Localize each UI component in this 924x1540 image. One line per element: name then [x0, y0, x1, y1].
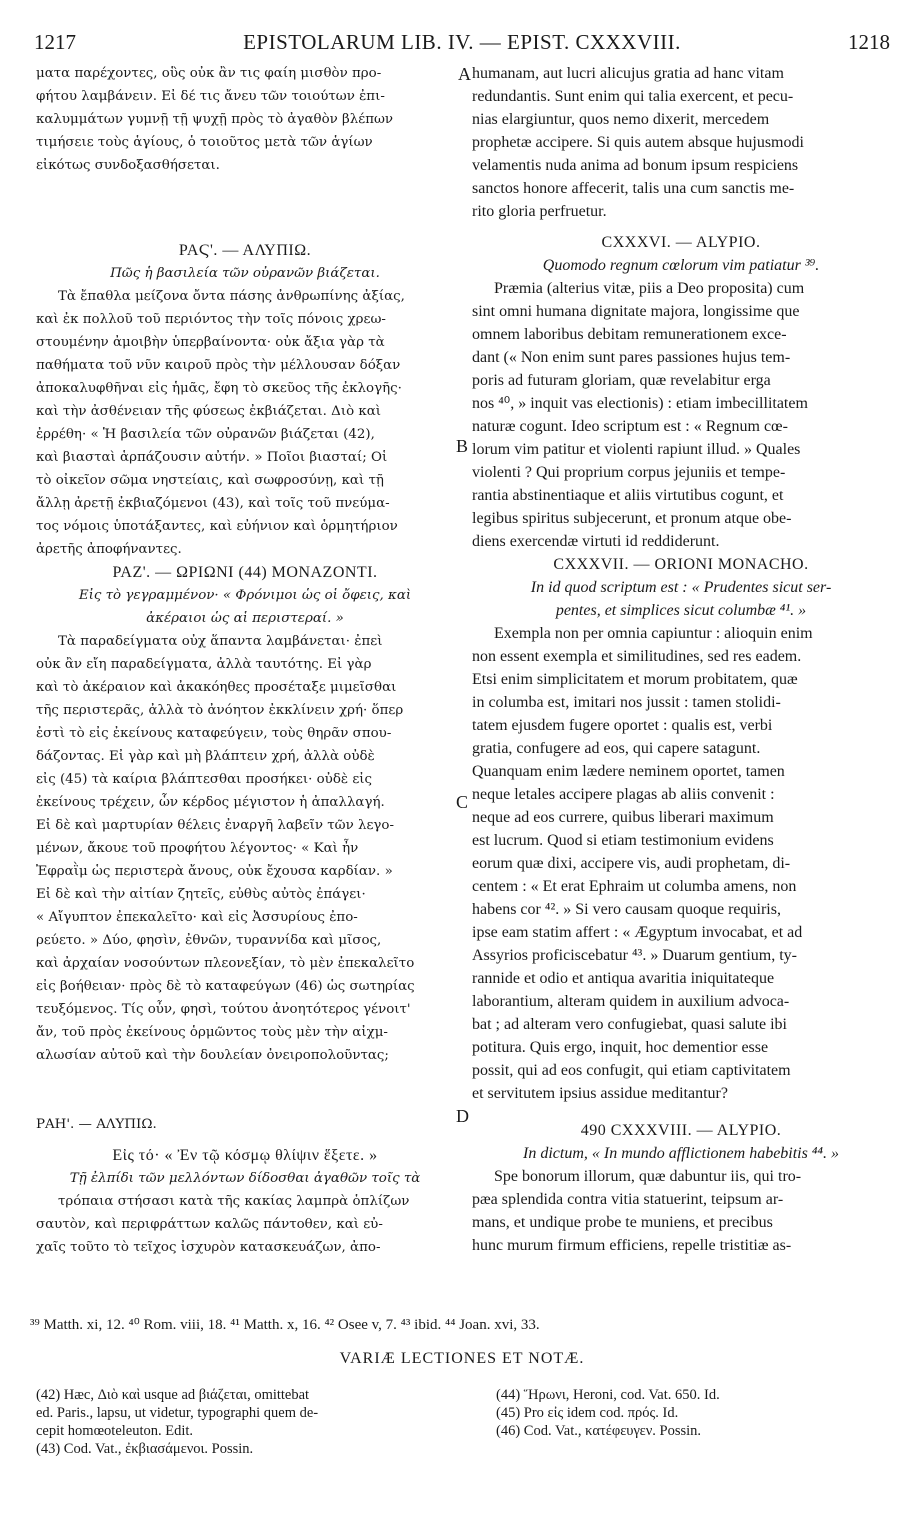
text-line: ἐρρέθη· « Ἡ βασιλεία τῶν οὐρανῶν βιάζεται (42),: [36, 427, 375, 442]
text-line: Εἰ δὲ καὶ μαρτυρίαν θέλεις ἐναργῆ λαβεῖν τῶν λεγο-: [36, 818, 394, 833]
letter-heading: ΡΑϚ'. — ΑΛΥΠΙΩ.: [178, 242, 312, 259]
text-line: εἰς (45) τὰ καίρια βλάπτεσθαι προσήκει· οὐδὲ εἰς: [36, 772, 373, 787]
text-line: χαῖς τοῦτο τὸ τεῖχος ἰσχυρὸν κατασκευάζων, ἀπο-: [36, 1240, 381, 1255]
text-line: rito gloria perfruetur.: [472, 203, 607, 220]
letter-heading: CXXXVI. — ALYPIO.: [601, 234, 761, 251]
margin-letter-d: D: [456, 1106, 469, 1126]
text-line: τος νόμοις ὑποτάξαντες, καὶ εὐήνιον καὶ ὁρμητήριον: [36, 519, 398, 534]
text-line: neque ad eos currere, quibus liberari maximum: [472, 809, 774, 826]
note-line: (42) Hæc, Διὸ καὶ usque ad βιάζεται, omittebat: [36, 1387, 310, 1403]
page-number-right: 1218: [848, 30, 890, 54]
letter-subtitle: Τῇ ἐλπίδι τῶν μελλόντων δίδοσθαι ἀγαθῶν τοῖς τὰ: [69, 1171, 421, 1186]
text-line: diens exercendæ virtuti id reddiderunt.: [472, 533, 720, 550]
text-line: στουμένην ἀμοιβὴν ὑπερβαίνοντα· οὐκ ἄξια γὰρ τὰ: [36, 335, 385, 350]
text-line: est lucrum. Quod si etiam testimonium evidens: [472, 832, 774, 849]
margin-letter-b: B: [456, 436, 469, 456]
text-line: εἰκότως συνδοξασθήσεται.: [36, 158, 220, 173]
text-line: poris ad futuram gloriam, quæ revelabitur erga: [472, 372, 771, 389]
text-line: sanctos honore affecerit, talis una cum sanctis me-: [472, 180, 795, 197]
text-line: tatem ejusdem fugere oportet : qualis est, verbi: [472, 717, 773, 734]
text-line: ἐστὶ τὸ εἰς ἐκείνους καταφεύγειν, τοὺς θηρᾶν σπου-: [36, 726, 392, 741]
text-line: Εἰ δὲ καὶ τὴν αἰτίαν ζητεῖς, εὐθὺς αὐτὸς ἐπάγει·: [36, 887, 366, 902]
text-line: ἐκείνους τρέχειν, ὧν κέρδος μέγιστον ἡ ἀπαλλαγή.: [36, 795, 385, 810]
text-line: Τὰ ἔπαθλα μείζονα ὄντα πάσης ἀνθρωπίνης ἀξίας,: [58, 289, 405, 304]
text-line: οὐκ ἂν εἴη παραδείγματα, ἀλλὰ ταυτότης. Εἰ γὰρ: [36, 657, 372, 672]
text-line: « Αἴγυπτον ἐπεκαλεῖτο· καὶ εἰς Ἀσσυρίους ἐπο-: [36, 910, 358, 925]
page-number-left: 1217: [34, 30, 76, 54]
text-line: mans, et undique probe te muniens, et precibus: [472, 1214, 773, 1231]
text-line: dant (« Non enim sunt pares passiones hujus tem-: [472, 349, 791, 366]
text-line: Ἐφραῒμ ὡς περιστερὰ ἄνους, οὐκ ἔχουσα καρδίαν. »: [36, 864, 393, 879]
note-line: cepit homœoteleuton. Edit.: [36, 1423, 194, 1439]
text-line: τῆς περιστερᾶς, ἀλλὰ τὸ ἀνόητον ἐκκλίνειν χρή· ὅπερ: [36, 703, 404, 718]
notes-heading: VARIÆ LECTIONES ET NOTÆ.: [339, 1350, 585, 1367]
text-line: gratia, confugere ad eos, qui capere satagunt.: [472, 740, 761, 757]
notes-right: [496, 1386, 896, 1440]
text-line: [36, 1067, 454, 1090]
text-line: pæa splendida contra vitia statuerint, teipsum ar-: [472, 1191, 784, 1208]
text-line: ματα παρέχοντες, οὓς οὐκ ἂν τις φαίη μισθὸν προ-: [36, 66, 382, 81]
text-line: bat ; ad alteram vero confugiebat, quasi salute ibi: [472, 1016, 787, 1033]
text-line: non essent exempla et similitudines, sed res eadem.: [472, 648, 802, 665]
text-line: et servitutem ipsius assidue meditantur?: [472, 1085, 728, 1102]
text-line: καὶ ἀρχαίαν νοσούντων πλεονεξίαν, τὸ μὲν ἐπεκαλεῖτο: [36, 956, 415, 971]
text-line: hunc murum firmum efficiens, repelle tristitiæ as-: [472, 1237, 792, 1254]
text-line: redundantis. Sunt enim qui talia exercent, et pecu-: [472, 88, 794, 105]
text-line: ρεύετο. » Δύο, φησὶν, ἐθνῶν, τυραννίδα καὶ μῖσος,: [36, 933, 382, 948]
text-line: ἄν, τοῦ πρὸς ἐκείνους ὁρμῶντος τοὺς μὲν τὴν αἰχμ-: [36, 1025, 388, 1040]
running-title: EPISTOLARUM LIB. IV. — EPIST. CXXXVIII.: [243, 30, 681, 54]
text-line: rannide et odio et antiqua avaritia iniquitateque: [472, 970, 775, 987]
text-line: δάζοντας. Εἰ γὰρ καὶ μὴ βλάπτειν χρή, ἀλλὰ οὐδὲ: [36, 749, 375, 764]
page-header: [34, 30, 890, 60]
text-line: [36, 1090, 454, 1113]
text-line: sint omni humana dignitate majora, longissime que: [472, 303, 800, 320]
text-line: potitura. Quis ergo, inquit, hoc dementior esse: [472, 1039, 769, 1056]
text-line: nias elargiuntur, quos nemo dixerit, mercedem: [472, 111, 770, 128]
text-line: nos ⁴⁰, » inquit vas electionis) : etiam imbecillitatem: [472, 395, 808, 412]
text-line: αλωσίαν αὐτοῦ καὶ τὴν δουλείαν ὀνειροπολοῦντας;: [36, 1048, 389, 1063]
text-line: centem : « Et erat Ephraim ut columba amens, non: [472, 878, 797, 895]
text-line: τιμήσειε τοὺς ἁγίους, ὁ τοιοῦτος μετὰ τῶν ἁγίων: [36, 135, 373, 150]
letter-subtitle: Εἰς τὸ γεγραμμένον· « Φρόνιμοι ὡς οἱ ὄφεις, καὶ: [78, 588, 412, 603]
text-line: ἀρετῆς ἀποφήναντες.: [36, 542, 182, 557]
text-line: τὸ οἰκεῖον σῶμα νηστείαις, καὶ σωφροσύνῃ, καὶ τῇ: [36, 473, 384, 488]
text-line: φήτου λαμβάνειν. Εἰ δέ τις ἄνευ τῶν τοιούτων ἐπι-: [36, 89, 385, 104]
text-line: laborantium, alteram quidem in auxilium advoca-: [472, 993, 790, 1010]
text-line: ΡΑΗ'. — ΑΛΥΠΙΩ.: [36, 1117, 157, 1132]
text-line: Τὰ παραδείγματα οὐχ ἅπαντα λαμβάνεται· ἐπεὶ: [58, 634, 383, 649]
text-line: σαυτὸν, καὶ περιφράττων καλῶς πάντοθεν, καὶ εὐ-: [36, 1217, 383, 1232]
letter-subtitle: ἀκέραιοι ὡς αἱ περιστεραί. »: [146, 611, 344, 626]
letter-subtitle: In id quod scriptum est : « Prudentes sicut ser-: [530, 579, 832, 596]
letter-subtitle: pentes, et simplices sicut columbæ ⁴¹. »: [555, 602, 807, 619]
letter-subtitle: In dictum, « In mundo afflictionem habebitis ⁴⁴. »: [523, 1145, 839, 1162]
letter-subtitle: Πῶς ἡ βασιλεία τῶν οὐρανῶν βιάζεται.: [110, 266, 380, 281]
text-line: prophetæ accipere. Si quis autem absque hujusmodi: [472, 134, 804, 151]
text-line: eorum quæ dixi, accipere vis, audi prophetam, di-: [472, 855, 791, 872]
text-line: in columba est, imitari nos jussit : tamen stolidi-: [472, 694, 781, 711]
text-line: Etsi enim simplicitatem et morum probitatem, quæ: [472, 671, 798, 688]
margin-letter-a: A: [458, 64, 471, 84]
text-line: καὶ βιασταὶ ἁρπάζουσιν αὐτήν. » Ποῖοι βιασταί; Οἱ: [36, 450, 388, 465]
text-line: violenti ? Qui proprium corpus jejuniis et tempe-: [472, 464, 786, 481]
text-line: ἄλλῃ ἀρετῇ ἐκβιαζόμενοι (43), καὶ τοῖς τοῦ πνεύμα-: [36, 496, 390, 511]
text-line: possit, qui ad eos confugit, qui etiam captivitatem: [472, 1062, 791, 1079]
text-line: καὶ ἐκ πολλοῦ τοῦ περιόντος τὴν τοῖς πόνοις χρεω-: [36, 312, 386, 327]
text-line: [36, 177, 454, 200]
letter-heading: 490 CXXXVIII. — ALYPIO.: [580, 1122, 782, 1139]
text-line: Quanquam enim lædere neminem oportet, tamen: [472, 763, 785, 780]
text-line: καὶ τὴν ἀσθένειαν τῆς φύσεως ἐκβιάζεται. Διὸ καὶ: [36, 404, 382, 419]
text-line: omnem laboribus debitam remunerationem exce-: [472, 326, 787, 343]
text-line: lorum vim patitur et violenti rapiunt illud. » Quales: [472, 441, 801, 458]
text-line: μένων, ἄκουε τοῦ προφήτου λέγοντος· « Καὶ ἦν: [36, 841, 359, 856]
text-line: legibus spiritus subjecerunt, et pronum atque obe-: [472, 510, 792, 527]
note-line: (44) Ἥρωνι, Heroni, cod. Vat. 650. Id.: [496, 1387, 720, 1403]
text-line: velamentis nuda anima ad bonum ipsum respiciens: [472, 157, 799, 174]
text-line: τρόπαια στήσασι κατὰ τῆς κακίας λαμπρὰ ὁπλίζων: [58, 1194, 410, 1209]
text-line: humanam, aut lucri alicujus gratia ad hanc vitam: [472, 65, 784, 82]
text-line: Assyrios proficiscebatur ⁴³. » Duarum gentium, ty-: [472, 947, 797, 964]
letter-heading: ΡΑΖ'. — ΩΡΙΩΝΙ (44) ΜΟΝΑΖΟΝΤΙ.: [112, 564, 378, 581]
note-line: (46) Cod. Vat., κατέφευγεν. Possin.: [496, 1423, 702, 1439]
notes-left: [36, 1386, 456, 1458]
text-line: naturæ cogunt. Ideo scriptum est : « Regnum cœ-: [472, 418, 788, 435]
note-line: (43) Cod. Vat., ἐκβιασάμενοι. Possin.: [36, 1441, 254, 1457]
text-line: εἰς βοήθειαν· πρὸς δὲ τὸ καταφεύγων (46) ὡς σωτηρίας: [36, 979, 415, 994]
text-line: τευξόμενος. Τίς οὖν, φησὶ, τούτου ἀνοητότερος γένοιτ': [36, 1002, 411, 1017]
letter-subtitle: Quomodo regnum cœlorum vim patiatur ³⁹.: [542, 257, 820, 274]
note-line: (45) Pro εἰς idem cod. πρός. Id.: [496, 1405, 679, 1421]
text-line: ipse eam statim affert : « Ægyptum invocabat, et ad: [472, 924, 803, 941]
text-line: Spe bonorum illorum, quæ dabuntur iis, qui tro-: [494, 1168, 802, 1185]
text-line: habens cor ⁴². » Si vero causam quoque requiris,: [472, 901, 781, 918]
text-line: ἀποκαλυφθῆναι εἰς ἡμᾶς, ἔφη τὸ σκεῦος τῆς ἐκλογῆς·: [36, 381, 402, 396]
text-line: Exempla non per omnia capiuntur : alioquin enim: [494, 625, 813, 642]
text-line: καὶ τὸ ἀκέραιον καὶ ἀκακόηθες προσέταξε μιμεῖσθαι: [36, 680, 397, 695]
text-line: neque letales accipere plagas ab aliis convenit :: [472, 786, 775, 803]
footnote-references: ³⁹ Matth. xi, 12. ⁴⁰ Rom. viii, 18. ⁴¹ Matth. x, 16. ⁴² Osee v, 7. ⁴³ ibid. ⁴⁴ Joan. xvi, 33.: [30, 1317, 540, 1333]
text-line: [36, 200, 454, 223]
text-line: καλυμμάτων γυμνῇ τῇ ψυχῇ πρὸς τὸ ἀγαθὸν βλέπων: [36, 112, 394, 127]
note-line: ed. Paris., lapsu, ut videtur, typographi quem de-: [36, 1405, 319, 1421]
letter-heading: Εἰς τό· « Ἐν τῷ κόσμῳ θλίψιν ἕξετε. »: [112, 1147, 378, 1164]
margin-letter-c: C: [456, 792, 469, 812]
text-line: Præmia (alterius vitæ, piis a Deo proposita) cum: [494, 280, 805, 297]
text-line: παθήματα τοῦ νῦν καιροῦ πρὸς τὴν μέλλουσαν δόξαν: [36, 358, 401, 373]
letter-heading: CXXXVII. — ORIONI MONACHO.: [553, 556, 809, 573]
text-line: rantia abstinentiaque et aliis virtutibus cogunt, et: [472, 487, 784, 504]
